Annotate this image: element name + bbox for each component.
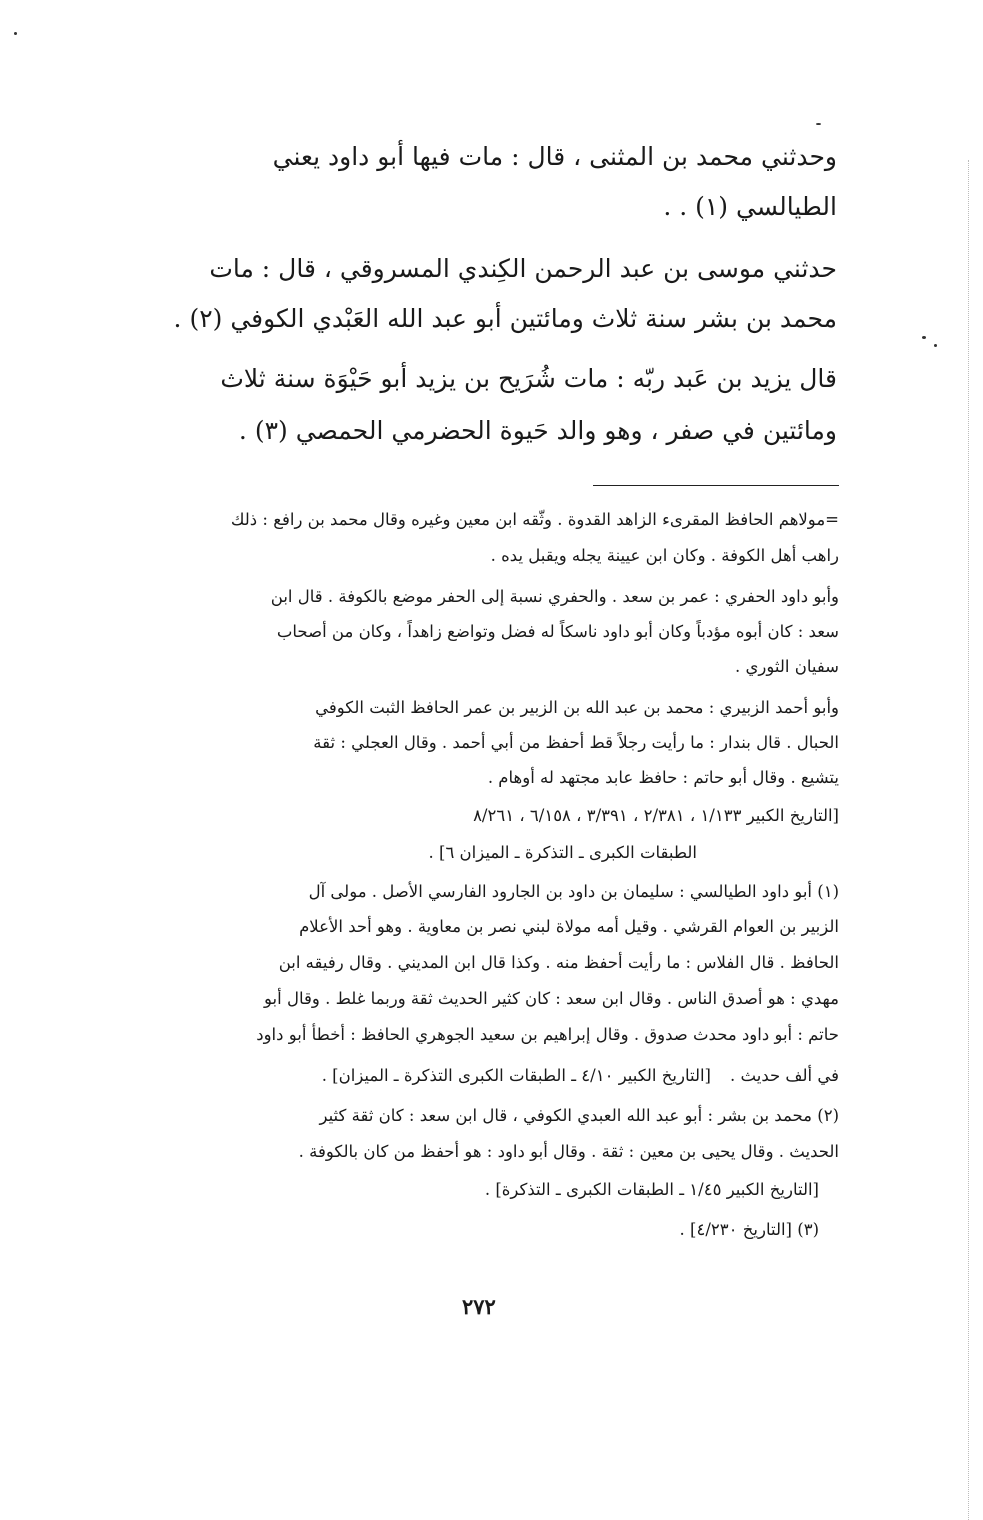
main-text-line: قال يزيد بن عَبد ربّه : مات شُرَيح بن يزيد أبو حَيْوَة سنة ثلاث	[220, 364, 837, 393]
footnote-line: الحديث . وقال يحيى بن معين : ثقة . وقال أبو داود : هو أحفظ من كان بالكوفة .	[298, 1142, 839, 1161]
footnote-line: الحبال . قال بندار : ما رأيت رجلاً قط أحفظ من أبي أحمد . وقال العجلي : ثقة	[313, 733, 839, 752]
main-text-line: محمد بن بشر سنة ثلاث ومائتين أبو عبد الله العَبْدي الكوفي (٢) .	[173, 304, 837, 333]
scan-speck	[816, 123, 821, 125]
page-number: ٢٧٢	[462, 1294, 496, 1319]
main-text-line: وحدثني محمد بن المثنى ، قال : مات فيها أبو داود يعني	[272, 142, 837, 171]
footnote-line: (٣) [التاريخ ٤/٢٣٠] .	[679, 1220, 819, 1239]
footnote-line: راهب أهل الكوفة . وكان ابن عيينة يجله ويقبل يده .	[490, 546, 839, 565]
main-text-line: الطيالسي (١) . .	[663, 192, 837, 221]
footnote-line: (٢) محمد بن بشر : أبو عبد الله العبدي الكوفي ، قال ابن سعد : كان ثقة كثير	[319, 1106, 839, 1125]
footnote-line: سعد : كان أبوه مؤدباً وكان أبو داود ناسكاً له فضل وتواضع زاهداً ، وكان من أصحاب	[276, 622, 839, 641]
scan-speck	[922, 336, 926, 339]
footnote-reference: [التاريخ الكبير ١/٤٥ ـ الطبقات الكبرى ـ التذكرة] .	[484, 1180, 819, 1199]
footnote-line: سفيان الثوري .	[734, 657, 839, 676]
footnote-reference: [التاريخ الكبير ٤/١٠ ـ الطبقات الكبرى التذكرة ـ الميزان] .	[321, 1066, 711, 1085]
scan-speck	[14, 32, 17, 35]
scan-speck	[934, 344, 937, 347]
footnote-line: حاتم : أبو داود محدث صدوق . وقال إبراهيم بن سعيد الجوهري الحافظ : أخطأ أبو داود	[256, 1025, 839, 1044]
main-text-line: حدثني موسى بن عبد الرحمن الكِندي المسروقي ، قال : مات	[209, 254, 837, 283]
footnote-reference: [التاريخ الكبير ١/١٣٣ ، ٢/٣٨١ ، ٣/٣٩١ ، ٦/١٥٨ ، ٨/٢٦١	[473, 806, 839, 825]
footnote-line: وأبو أحمد الزبيري : محمد بن عبد الله بن الزبير بن عمر الحافظ الثبت الكوفي	[315, 698, 839, 717]
page-edge-dots	[968, 160, 970, 1520]
footnote-line: وأبو داود الحفري : عمر بن سعد . والحفري نسبة إلى الحفر موضع بالكوفة . قال ابن	[270, 587, 839, 606]
footnote-line: في ألف حديث .	[730, 1066, 839, 1085]
footnote-reference: الطبقات الكبرى ـ التذكرة ـ الميزان ٦] .	[428, 843, 697, 862]
footnote-line: =مولاهم الحافظ المقرىء الزاهد القدوة . وثّقه ابن معين وغيره وقال محمد بن رافع : ذلك	[230, 510, 839, 529]
footnote-line: الحافظ . قال الفلاس : ما رأيت أحفظ منه . وكذا قال ابن المديني . وقال رفيقه ابن	[278, 953, 839, 972]
main-text-line: ومائتين في صفر ، وهو والد حَيوة الحضرمي الحمصي (٣) .	[238, 416, 837, 445]
footnote-line: يتشيع . وقال أبو حاتم : حافظ عابد مجتهد له أوهام .	[487, 768, 839, 787]
footnote-line: (١) أبو داود الطيالسي : سليمان بن داود بن الجارود الفارسي الأصل . مولى آل	[308, 882, 839, 901]
footnote-line: الزبير بن العوام القرشي . وقيل أمه مولاة لبني نصر بن معاوية . وهو أحد الأعلام	[299, 917, 839, 936]
footnote-separator	[593, 485, 839, 486]
footnote-line: مهدي : هو أصدق الناس . وقال ابن سعد : كان كثير الحديث ثقة وربما غلط . وقال أبو	[264, 989, 839, 1008]
